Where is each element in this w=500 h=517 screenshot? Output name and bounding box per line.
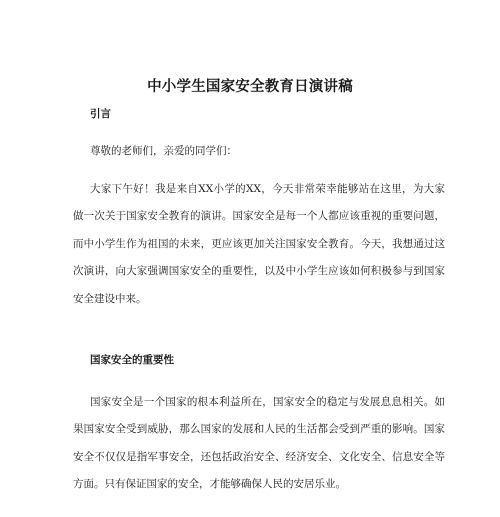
section-heading-intro: 引言 [90, 108, 111, 120]
section-heading-importance: 国家安全的重要性 [90, 354, 174, 366]
document-title: 中小学生国家安全教育日演讲稿 [147, 79, 353, 95]
paragraph-intro: 大家下午好！我是来自XX小学的XX，今天非常荣幸能够站在这里，为大家做一次关于国家安全教育的演讲。国家安全是每一个人都应该重视的重要问题，而中小学生作为祖国的未来，更应该更加关注国家安全教育。今天，我想通过这次演讲，向大家强调国家安全的重要性，以及中小学生应该如何积极参与到国家安全建设中来。 [73, 183, 445, 305]
paragraph-importance: 国家安全是一个国家的根本利益所在，国家安全的稳定与发展息息相关。如果国家安全受到威胁，那么国家的发展和人民的生活都会受到严重的影响。国家安全不仅仅是指军事安全，还包括政治安全、经济安全、文化安全、信息安全等方面。只有保证国家的安全，才能够确保人民的安居乐业。 [73, 396, 445, 491]
greeting-line: 尊敬的老师们，亲爱的同学们： [90, 145, 237, 157]
